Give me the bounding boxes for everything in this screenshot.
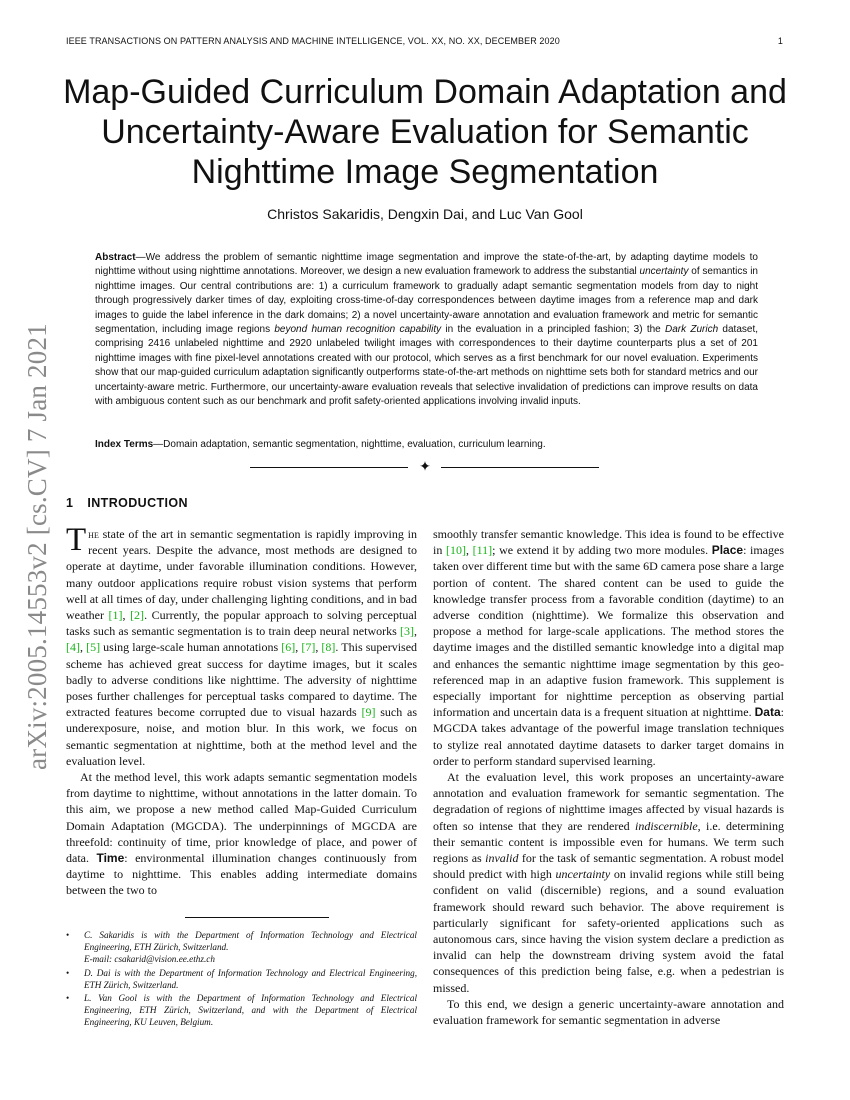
- body-text: : images taken over different time but with the same 6D camera pose share a large portion of content. The shared content can be used to guide the knowledge transfer process from a favorable condition (daytime) to an adverse condition (nighttime). We formalize this observation and propose a method for large-scale applications. The method stores the daytime images and the distilled semantic knowledge into a digital map and enhances the semantic nighttime image segmentation by this geo-referenced map in an adaptive fusion framework. This supplement is especially important for nighttime perception as observing partial information and uncertain data is a frequent situation at nighttime.: [433, 543, 785, 720]
- citation-link[interactable]: [6]: [281, 640, 296, 655]
- title-line: Nighttime Image Segmentation: [191, 153, 659, 191]
- abstract-text: in the evaluation in a principled fashion; 3) the: [441, 324, 665, 336]
- author-list: Christos Sakaridis, Dengxin Dai, and Luc Van Gool: [267, 206, 583, 222]
- bullet-icon: •: [66, 967, 70, 978]
- body-text: state of the art in semantic segmentation is rapidly improving in recent years. Despite the advance, most methods are designed to operate at daytime, under favorable illumination conditions. However, many outdoor applications require robust vision systems that perform well at all times of day, under challenging lighting conditions, and in bad weather: [66, 527, 417, 623]
- body-text: , i.e. determining their semantic content is impossible even for humans. We term such regions as: [433, 818, 784, 866]
- body-text: for the task of semantic segmentation. A robust model should predict with high: [433, 851, 784, 882]
- citation-link[interactable]: [10]: [445, 543, 466, 558]
- abstract-emphasis: beyond human recognition capability: [274, 324, 442, 336]
- body-text: such as underexposure, noise, and motion blur. In this work, we focus on semantic segmentation at nighttime, both at the method level and the evaluation level.: [66, 705, 418, 768]
- body-text: At the evaluation level, this work proposes an uncertainty-aware annotation and evaluation framework for semantic segmentation. The degradation of regions of nighttime images affected by visual hazards is often so intense that they are rendered: [433, 770, 784, 833]
- body-text: smoothly transfer semantic knowledge. This idea is found to be effective in: [433, 527, 784, 558]
- body-text: To this end, we design a generic uncertainty-aware annotation and evaluation framework for semantic segmentation in adverse: [433, 996, 784, 1028]
- abstract-text: dataset, comprising 2416 unlabeled nighttime and 2920 unlabeled twilight images with correspondences to their daytime counterparts plus a set of 201 nighttime images with fine pixel-level annotations created with our protocol, which serves as a first benchmark for our novel evaluation. Experiments show that our map-guided curriculum adaptation significantly outperforms state-of-the-art methods on nighttime sets both for standard metrics and our uncertainty-aware metric. Furthermore, our uncertainty-aware evaluation reveals that selective invalidation of predictions can improve results on data with ambiguous content such as our benchmark and profit safety-oriented applications involving invalid inputs.: [95, 324, 758, 408]
- citation-link[interactable]: [5]: [86, 640, 101, 655]
- journal-name: IEEE TRANSACTIONS ON PATTERN ANALYSIS AND MACHINE INTELLIGENCE, VOL. XX, NO. XX, DECEMBER 2020: [66, 36, 560, 46]
- footnote-item: [66, 929, 417, 966]
- abstract-emphasis: uncertainty: [639, 266, 689, 278]
- citation-link[interactable]: [8]: [321, 640, 336, 655]
- body-text: At the method level, this work adapts semantic segmentation models from daytime to nighttime, without annotations in the latter domain. To this aim, we propose a new method called Map-Guided Curriculum Domain Adaptation (MGCDA). The underpinnings of MGCDA are threefold: continuity of time, prior knowledge of place, and power of data.: [66, 770, 417, 866]
- paper-title: [40, 72, 810, 192]
- index-terms-label: Index Terms: [95, 439, 154, 450]
- citation-link[interactable]: [9]: [361, 705, 376, 720]
- running-header: [66, 36, 783, 46]
- body-text: ,: [465, 543, 473, 558]
- keyword-label: Data: [754, 705, 781, 720]
- body-text: ,: [122, 608, 131, 623]
- paragraph: [66, 522, 418, 769]
- paragraph: [433, 526, 784, 769]
- small-caps-text: he: [88, 527, 99, 541]
- footnote-text: C. Sakaridis is with the Department of Information Technology and Electrical Engineering, ETH Zürich, Switzerland.: [84, 930, 417, 953]
- citation-link[interactable]: [3]: [400, 624, 414, 639]
- divider-rule: [441, 467, 599, 468]
- arxiv-stamp: arXiv:2005.14553v2 [cs.CV] 7 Jan 2021: [22, 323, 52, 770]
- section-heading: [66, 496, 188, 510]
- paragraph: [433, 996, 784, 1028]
- paragraph: [433, 769, 784, 996]
- body-text: : environmental illumination changes continuously from daytime to nighttime. This enables adding intermediate domains between the two to: [66, 851, 417, 898]
- abstract-text: We address the problem of semantic nighttime image segmentation and improve the state-of-the-art, by adapting daytime models to nighttime without using nighttime annotations. Moreover, we design a new evaluation framework to address the substantial: [95, 252, 758, 278]
- section-number: 1: [66, 496, 74, 510]
- emphasis-text: uncertainty: [555, 867, 611, 882]
- abstract-label: Abstract: [95, 252, 136, 263]
- body-text: ,: [295, 640, 302, 655]
- index-terms-text: —Domain adaptation, semantic segmentation, nighttime, evaluation, curriculum learning.: [153, 439, 546, 450]
- index-terms: [95, 439, 758, 450]
- body-text: . Currently, the popular approach to solving perceptual tasks such as semantic segmentation is to train deep neural networks: [66, 608, 417, 639]
- page-number: 1: [777, 36, 783, 46]
- left-column: [66, 522, 418, 899]
- footnote-text: D. Dai is with the Department of Information Technology and Electrical Engineering, ETH Zürich, Switzerland.: [84, 967, 417, 990]
- abstract-dash: —: [135, 252, 146, 263]
- abstract: [95, 251, 758, 409]
- keyword-label: Place: [711, 543, 744, 558]
- abstract-emphasis: Dark Zurich: [665, 324, 719, 336]
- abstract-body: [95, 251, 758, 409]
- bullet-icon: •: [66, 993, 70, 1004]
- abstract-text: of semantics in nighttime images. Our central contributions are: 1) a curriculum framework to gradually adapt semantic segmentation models from day to night through progressively darker times of day, exploiting cross-time-of-day correspondences between daytime images from a reference map and dark images to guide the label inference in the dark domains; 2) a novel uncertainty-aware annotation and evaluation framework and metric for semantic segmentation, including image regions: [95, 266, 758, 336]
- drop-cap: T: [66, 522, 87, 558]
- keyword-label: Time: [96, 851, 125, 866]
- right-column: [433, 526, 784, 1028]
- title-line: Map-Guided Curriculum Domain Adaptation and: [63, 73, 787, 111]
- emphasis-text: indiscernible: [635, 818, 698, 833]
- citation-link[interactable]: [1]: [108, 608, 123, 623]
- citation-link[interactable]: [11]: [472, 543, 493, 558]
- footnote-item: [66, 992, 417, 1029]
- section-divider: [250, 459, 599, 475]
- citation-link[interactable]: [2]: [130, 608, 145, 623]
- citation-link[interactable]: [4]: [66, 640, 80, 655]
- emphasis-text: invalid: [485, 851, 519, 866]
- body-text: ,: [80, 640, 87, 655]
- paragraph: [66, 769, 417, 899]
- body-text: ,: [414, 624, 417, 639]
- footnote-rule: [185, 917, 329, 918]
- body-text: using large-scale human annotations: [100, 640, 282, 655]
- divider-rule: [250, 467, 408, 468]
- footnote-email[interactable]: E-mail: csakarid@vision.ee.ethz.ch: [84, 954, 215, 965]
- body-text: on invalid regions while still being confident on valid (discernible) regions, and a sound evaluation framework should reward such behavior. The above requirement is particularly significant for safety-oriented applications such as autonomous cars, since having the vision system declare a prediction as invalid can help the downstream driving system avoid the fatal consequences of this prediction being false, e.g. when a pedestrian is missed.: [433, 867, 784, 995]
- footnote-text: L. Van Gool is with the Department of Information Technology and Electrical Engineering, ETH Zürich, Switzerland, and with the Department of Electrical Engineering, KU Leuven, Belgium.: [84, 993, 417, 1028]
- bullet-icon: •: [66, 930, 70, 940]
- title-line: Uncertainty-Aware Evaluation for Semantic: [101, 113, 749, 151]
- body-text: : MGCDA takes advantage of the powerful image translation techniques to stylize real annotated daytime datasets to darker target domains in order to perform standard supervised learning.: [433, 705, 784, 768]
- footnote-item: [66, 967, 417, 991]
- body-text: . This supervised scheme has achieved great success for daytime images, but it scales badly to adverse conditions like nighttime. The adversity of nighttime poses further challenges for perceptual tasks compared to daytime. The extracted features become corrupted due to visual hazards: [66, 640, 418, 720]
- citation-link[interactable]: [7]: [301, 640, 316, 655]
- body-text: ,: [315, 640, 322, 655]
- body-text: ; we extend it by adding two more modules.: [492, 543, 712, 558]
- section-title: INTRODUCTION: [87, 496, 188, 510]
- divider-star-icon: ✦: [419, 459, 431, 475]
- footnotes: [66, 929, 417, 1030]
